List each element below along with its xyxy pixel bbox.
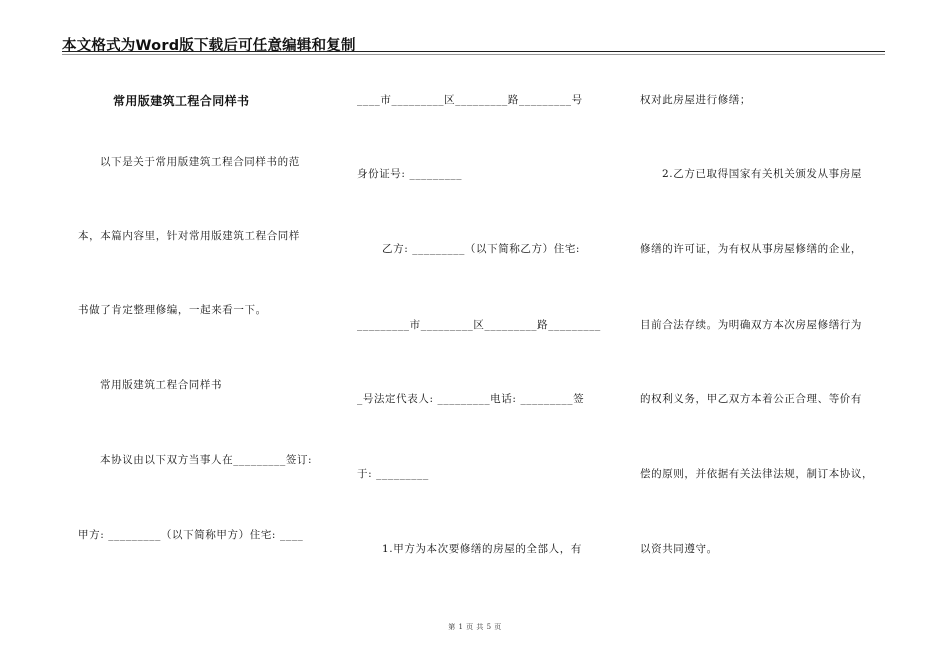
body-line: 本协议由以下双方当事人在_________签订: — [100, 454, 313, 466]
body-line: 于: _________ — [357, 468, 429, 480]
body-line: 乙方: _________（以下简称乙方）住宅: — [382, 243, 581, 255]
body-line: 2.乙方已取得国家有关机关颁发从事房屋 — [662, 168, 862, 180]
body-line: _________市_________区_________路_________ — [357, 319, 601, 331]
body-line: _号法定代表人: _________电话: _________签 — [357, 393, 585, 405]
body-line: 偿的原则，并依据有关法律法规，制订本协议， — [640, 468, 874, 480]
body-line: 以资共同遵守。 — [640, 543, 718, 555]
body-line: 权对此房屋进行修缮； — [640, 94, 751, 106]
page-number: 第 1 页 共 5 页 — [448, 623, 502, 631]
header-divider-secondary — [62, 54, 885, 55]
body-line: 本，本篇内容里，针对常用版建筑工程合同样 — [78, 230, 300, 242]
body-line: 修缮的许可证，为有权从事房屋修缮的企业， — [640, 243, 862, 255]
document-header-banner: 本文格式为Word版下载后可任意编辑和复制 — [62, 38, 356, 54]
body-line: 1.甲方为本次要修缮的房屋的全部人，有 — [382, 543, 582, 555]
body-line: 目前合法存续。为明确双方本次房屋修缮行为 — [640, 319, 862, 331]
document-title: 常用版建筑工程合同样书 — [113, 94, 250, 108]
body-line: 甲方: _________（以下简称甲方）住宅: ____ — [78, 529, 304, 541]
body-line: 书做了肯定整理修编，一起来看一下。 — [78, 304, 267, 316]
body-line: 以下是关于常用版建筑工程合同样书的范 — [100, 156, 300, 168]
section-heading: 常用版建筑工程合同样书 — [100, 379, 223, 391]
body-line: 身份证号: _________ — [357, 168, 463, 180]
header-divider — [62, 51, 885, 52]
body-line: 的权利义务，甲乙双方本着公正合理、等价有 — [640, 393, 862, 405]
body-line: ____市_________区_________路_________号 — [357, 94, 583, 106]
